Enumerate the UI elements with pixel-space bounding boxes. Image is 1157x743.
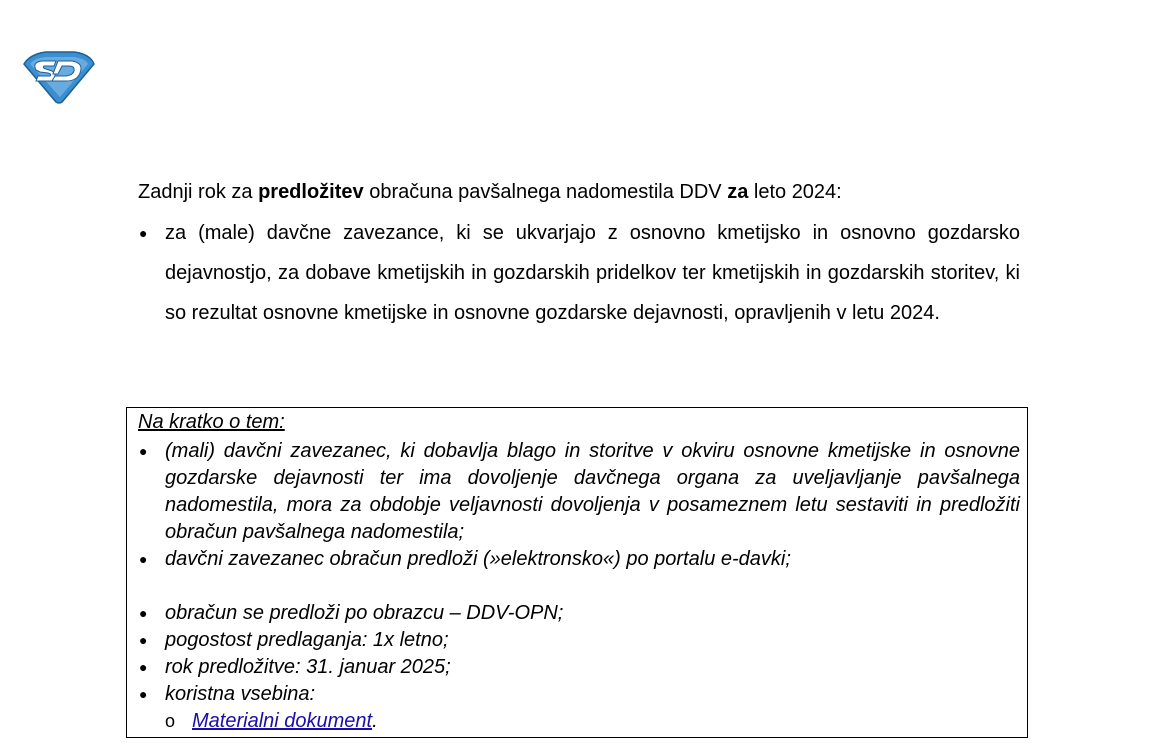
intro-part-2: za [231, 181, 259, 203]
bullet-icon: ● [139, 605, 148, 621]
list-item [138, 546, 1020, 573]
main-bullet-list [138, 213, 1020, 333]
summary-box-title: Na kratko o tem: [138, 411, 285, 433]
list-item [138, 213, 1020, 333]
bullet-icon: ● [139, 443, 148, 459]
sub-list-item [165, 708, 1020, 735]
link-suffix: . [372, 710, 378, 732]
sub-list [165, 708, 1020, 735]
list-item [138, 654, 1020, 681]
intro-sentence [138, 178, 1020, 206]
list-item-text: davčni zavezanec obračun predloži (»elektronsko«) po portalu e-davki; [165, 548, 791, 570]
intro-part-6: leto 2024: [748, 181, 842, 203]
intro-bold-submission: predložitev [258, 181, 364, 203]
list-item [138, 627, 1020, 654]
list-item-text: rok predložitve: 31. januar 2025; [165, 656, 451, 678]
sub-bullet-marker: o [165, 711, 176, 731]
list-item-text: obračun se predloži po obrazcu – DDV-OPN; [165, 602, 564, 624]
list-item [138, 438, 1020, 546]
intro-part-1: Zadnji rok [138, 181, 232, 203]
list-item-text: za (male) davčne zavezance, ki se ukvarjajo z osnovno kmetijsko in osnovno gozdarsko dejavnostjo, za dobave kmetijskih in gozdarskih pridelkov ter kmetijskih in gozdarskih storitev, ki so rezultat osnovne kmetijske in osnovne gozdarske dejavnosti, opravljenih v letu 2024. [165, 222, 1020, 324]
summary-box [126, 407, 1028, 738]
company-logo [22, 50, 96, 104]
bullet-icon: ● [139, 659, 148, 675]
list-item-text: koristna vsebina: [165, 683, 316, 705]
list-item-text: pogostost predlaganja: 1x letno; [165, 629, 449, 651]
shield-logo-icon [22, 50, 96, 104]
intro-part-4: obračuna pavšalnega nadomestila DDV [363, 181, 728, 203]
list-item-text: (mali) davčni zavezanec, ki dobavlja blago in storitve v okviru osnovne kmetijske in osnovne gozdarske dejavnosti ter ima dovoljenje davčnega organa za uveljavljanje pavšalnega nadomestila, mora za obdobje veljavnosti dovoljenja v posameznem letu sestaviti in predložiti obračun pavšalnega nadomestila; [165, 440, 1020, 543]
material-document-link[interactable]: Materialni dokument [192, 710, 373, 732]
bullet-icon: ● [139, 225, 148, 241]
summary-list [138, 438, 1020, 735]
list-item [138, 600, 1020, 627]
list-item [138, 681, 1020, 735]
bullet-icon: ● [139, 686, 148, 702]
intro-bold-za: za [727, 181, 749, 203]
bullet-icon: ● [139, 551, 148, 567]
bullet-icon: ● [139, 632, 148, 648]
